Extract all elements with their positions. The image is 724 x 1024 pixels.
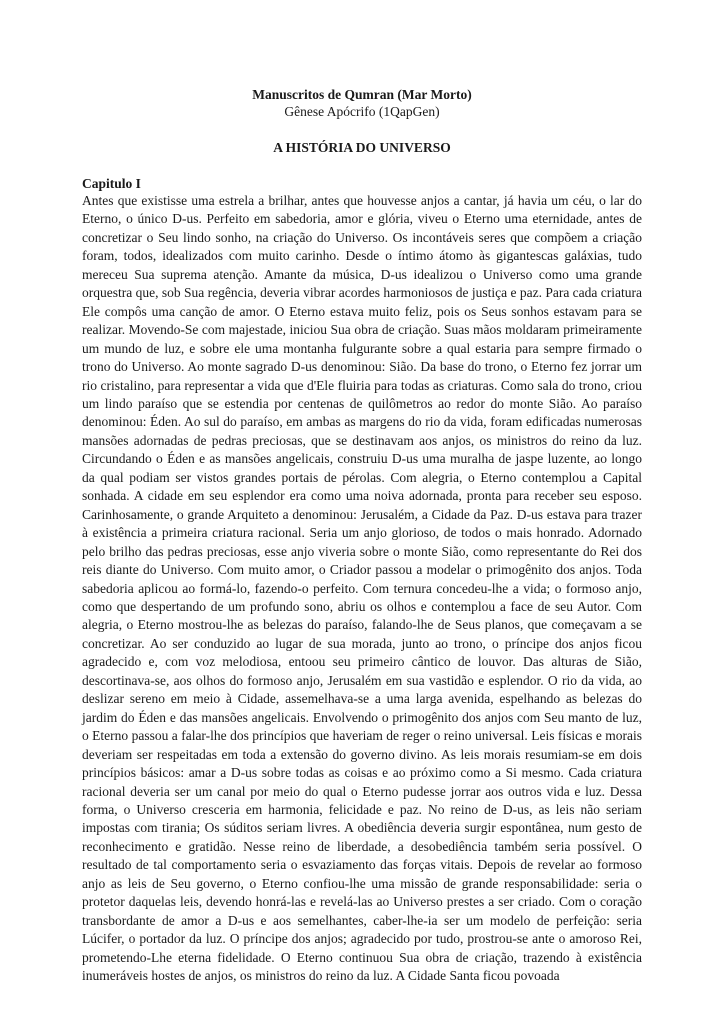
manuscript-subtitle: Gênese Apócrifo (1QapGen)	[284, 104, 440, 119]
body-paragraph: Antes que existisse uma estrela a brilhar, antes que houvesse anjos a cantar, já havia um céu, o lar do Eterno, o único D-us. Perfeito em sabedoria, amor e glória, viveu o Eterno uma eternidade, antes de concretizar o Seu lindo sonho, na criação do Universo. Os incontáveis seres que compõem a criação foram, todos, idealizados com muito carinho. Desde o íntimo átomo às gigantescas galáxias, tudo mereceu Sua suprema atenção. Amante da música, D-us idealizou o Universo como uma grande orquestra que, sob Sua regência, deveria vibrar acordes harmoniosos de justiça e paz. Para cada criatura Ele compôs uma canção de amor. O Eterno estava muito feliz, pois os Seus sonhos estavam para se realizar. Movendo-Se com majestade, iniciou Sua obra de criação. Suas mãos moldaram primeiramente um mundo de luz, e sobre ele uma montanha fulgurante sobre a qual estaria para sempre firmado o trono do Universo. Ao monte sagrado D-us denominou: Sião. Da base do trono, o Eterno fez jorrar um rio cristalino, para representar a vida que d'Ele fluiria para todas as criaturas. Como sala do trono, criou um lindo paraíso que se estendia por centenas de quilômetros ao redor do monte Sião. Ao paraíso denominou: Éden. Ao sul do paraíso, em ambas as margens do rio da vida, foram edificadas numerosas mansões adornadas de pedras preciosas, que se destinavam aos anjos, os ministros do reino da luz. Circundando o Éden e as mansões angelicais, construiu D-us uma muralha de jaspe luzente, ao longo da qual podiam ser vistos grandes portais de pérolas. Com alegria, o Eterno contemplou a Capital sonhada. A cidade em seu esplendor era como uma noiva adornada, pronta para receber seu esposo. Carinhosamente, o grande Arquiteto a denominou: Jerusalém, a Cidade da Paz. D-us estava para trazer à existência a primeira criatura racional. Seria um anjo glorioso, de todos o mais honrado. Adornado pelo brilho das pedras preciosas, esse anjo viveria sobre o monte Sião, como representante do Rei dos reis diante do Universo. Com muito amor, o Criador passou a modelar o primogênito dos anjos. Toda sabedoria aplicou ao formá-lo, fazendo-o perfeito. Com ternura concedeu-lhe a vida; o formoso anjo, como que despertando de um profundo sono, abriu os olhos e contemplou a face de seu Autor. Com alegria, o Eterno mostrou-lhe as belezas do paraíso, falando-lhe de Seus planos, que começavam a se concretizar. Ao ser conduzido ao lugar de sua morada, junto ao trono, o príncipe dos anjos ficou agradecido e, com voz melodiosa, entoou seu primeiro cântico de louvor. Das alturas de Sião, descortinava-se, aos olhos do formoso anjo, Jerusalém em sua vastidão e esplendor. O rio da vida, ao deslizar sereno em meio à Cidade, assemelhava-se a uma larga avenida, espelhando as belezas do jardim do Éden e das mansões angelicais. Envolvendo o primogênito dos anjos com Seu manto de luz, o Eterno passou a falar-lhe dos princípios que haveriam de reger o reino universal. Leis físicas e morais deveriam ser respeitadas em toda a extensão do governo divino. As leis morais resumiam-se em dois princípios básicos: amar a D-us sobre todas as coisas e ao próximo como a Si mesmo. Cada criatura racional deveria ser um canal por meio do qual o Eterno pudesse jorrar aos outros vida e luz. Dessa forma, o Universo cresceria em harmonia, felicidade e paz. No reino de D-us, as leis não seriam impostas com tirania; Os súditos seriam livres. A obediência deveria surgir espontânea, num gesto de reconhecimento e gratidão. Nesse reino de liberdade, a desobediência também seria possível. O resultado de tal comportamento seria o esvaziamento das forças vitais. Depois de revelar ao formoso anjo as leis de Seu governo, o Eterno confiou-lhe uma missão de grande responsabilidade: seria o protetor daquelas leis, devendo honrá-las e revelá-las ao Universo prestes a ser criado. Com o coração transbordante de amor a D-us e aos semelhantes, caber-lhe-ia ser um modelo de perfeição: seria Lúcifer, o portador da luz. O príncipe dos anjos; agradecido por tudo, prostrou-se ante o amoroso Rei, prometendo-Lhe eterna fidelidade. O Eterno continuou Sua obra de criação, trazendo à existência inumeráveis hostes de anjos, os ministros do reino da luz. A Cidade Santa ficou povoada	[82, 193, 643, 984]
main-title: A HISTÓRIA DO UNIVERSO	[273, 140, 451, 155]
manuscript-header	[82, 86, 642, 120]
chapter-heading: Capitulo I	[82, 176, 141, 191]
document-page	[82, 86, 642, 985]
manuscript-title: Manuscritos de Qumran (Mar Morto)	[252, 87, 472, 102]
